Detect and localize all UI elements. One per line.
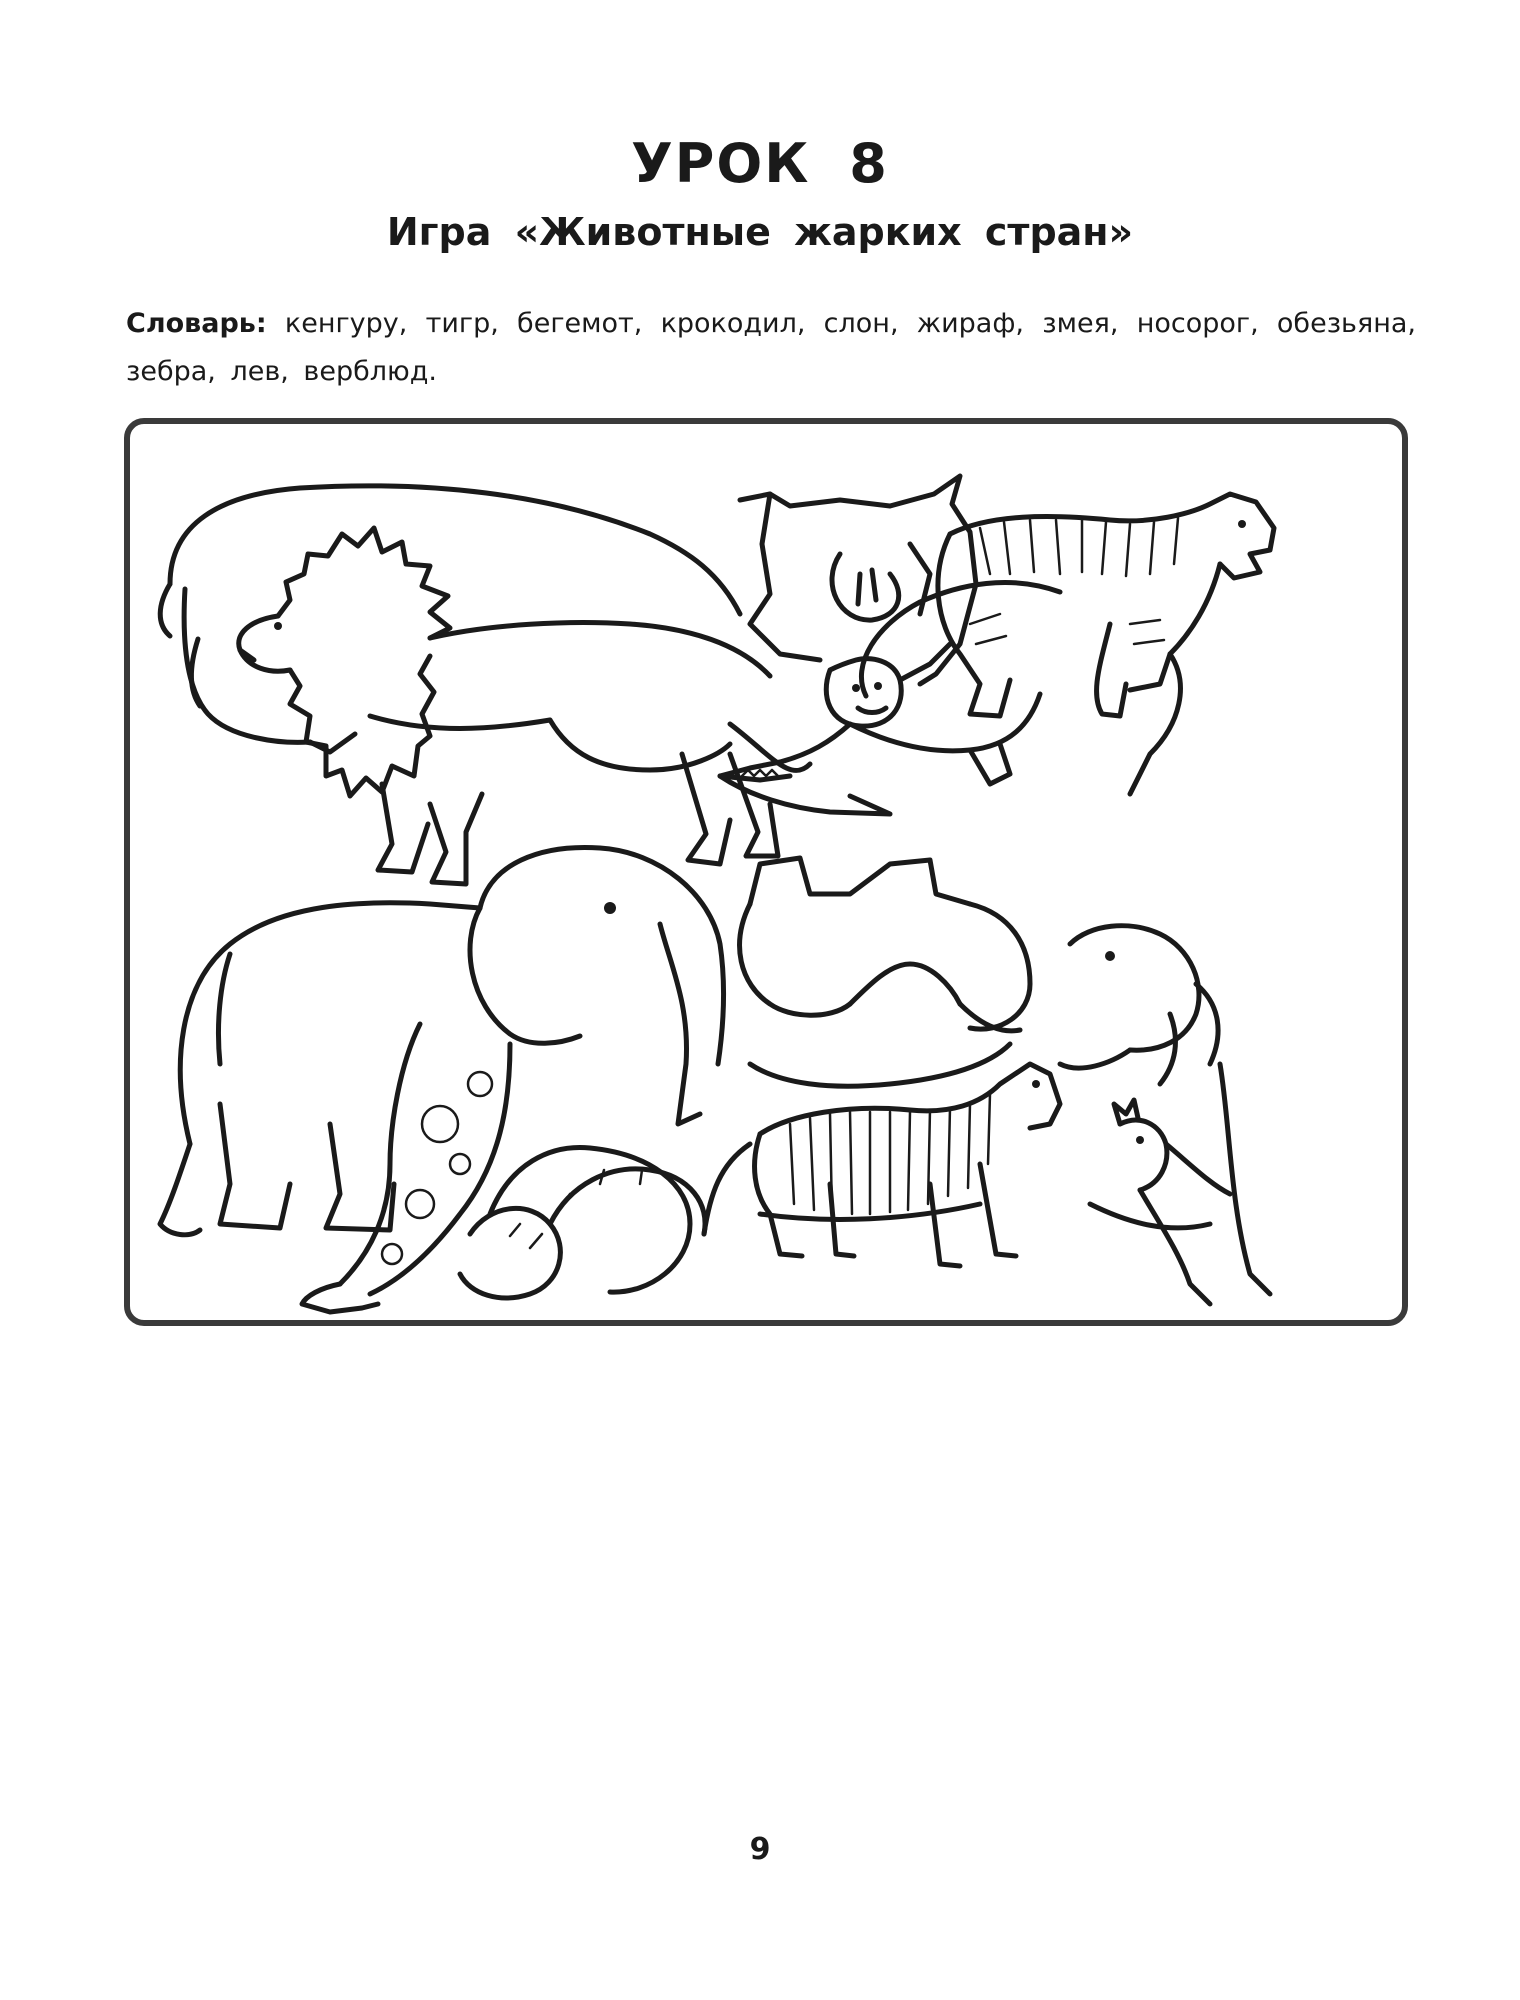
crocodile-icon [720,583,1060,814]
page-number: 9 [749,1832,771,1867]
lion-icon [239,528,810,884]
illustration-frame [124,418,1408,1326]
zebra-icon [755,1064,1060,1266]
hippo-icon [160,486,740,752]
camel-icon [740,858,1030,1086]
vocabulary-paragraph [126,300,1416,396]
monkey-icon [826,644,950,726]
elephant-icon [160,848,724,1235]
lesson-title: УРОК 8 [631,132,889,195]
vocabulary-words: кенгуру, тигр, бегемот, крокодил, слон, жираф, змея, носорог, обезьяна, зебра, лев, верблюд. [126,308,1416,387]
walrus-icon [1060,926,1218,1084]
top-animal-group [160,476,1274,884]
bottom-animal-group [160,848,1270,1313]
game-title: Игра «Животные жарких стран» [386,210,1134,254]
vocabulary-label: Словарь: [126,308,267,339]
snake-icon [460,1144,750,1298]
giraffe-icon [302,1024,510,1312]
kangaroo-icon [1090,1064,1270,1304]
overlapping-animals-illustration [130,424,1402,1320]
